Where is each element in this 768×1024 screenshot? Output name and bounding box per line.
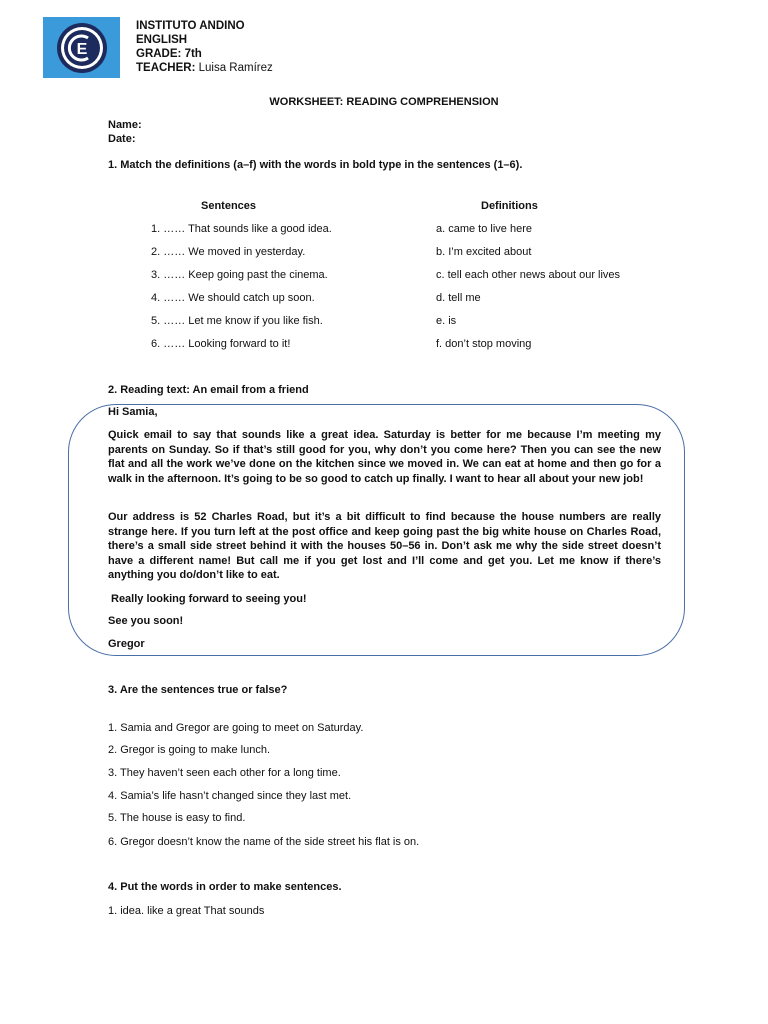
- section4-heading: 4. Put the words in order to make sentences.: [108, 881, 342, 893]
- sentence-item: 4. …… We should catch up soon.: [151, 292, 315, 304]
- section2-heading: 2. Reading text: An email from a friend: [108, 384, 309, 396]
- date-field-label: Date:: [108, 133, 136, 145]
- email-closing-1: Really looking forward to seeing you!: [111, 593, 307, 605]
- sentence-item: 5. …… Let me know if you like fish.: [151, 315, 323, 327]
- true-false-item: 5. The house is easy to find.: [108, 812, 246, 824]
- worksheet-title: WORKSHEET: READING COMPREHENSION: [269, 96, 499, 108]
- true-false-item: 3. They haven’t seen each other for a long time.: [108, 767, 341, 779]
- grade-value: 7th: [184, 48, 202, 60]
- school-crest-icon: [55, 21, 109, 75]
- definitions-column-header: Definitions: [481, 200, 538, 212]
- grade-line: [136, 47, 273, 61]
- teacher-value: Luisa Ramírez: [198, 62, 273, 74]
- teacher-line: [136, 61, 273, 75]
- word-order-item: 1. idea. like a great That sounds: [108, 905, 265, 917]
- sentence-item: 3. …… Keep going past the cinema.: [151, 269, 328, 281]
- true-false-item: 4. Samia’s life hasn’t changed since they last met.: [108, 790, 352, 802]
- email-greeting: Hi Samia,: [108, 406, 158, 418]
- grade-label: GRADE:: [136, 48, 182, 60]
- school-logo: [43, 17, 120, 78]
- logo-letter: E: [76, 40, 87, 58]
- definition-item: c. tell each other news about our lives: [436, 269, 621, 281]
- definition-item: f. don’t stop moving: [436, 338, 532, 350]
- definition-item: a. came to live here: [436, 223, 532, 235]
- section1-instruction: 1. Match the definitions (a–f) with the words in bold type in the sentences (1–6).: [108, 159, 523, 171]
- subject: ENGLISH: [136, 34, 188, 46]
- sentence-item: 1. …… That sounds like a good idea.: [151, 223, 332, 235]
- name-field-label: Name:: [108, 119, 142, 131]
- sentence-item: 2. …… We moved in yesterday.: [151, 246, 306, 258]
- email-signature: Gregor: [108, 638, 145, 650]
- email-paragraph-1: Quick email to say that sounds like a great idea. Saturday is better for me because I’m meeting my parents on Sunday. So if that’s still good for you, why don’t you come here? Then you can see the new flat and all the work we’ve done on the kitchen since we moved in. We can eat at home and then go for a walk in the afternoon. It’s going to be so good to catch up finally. I want to hear all about your new job!: [108, 429, 661, 485]
- school-header: [136, 19, 273, 75]
- true-false-item: 1. Samia and Gregor are going to meet on Saturday.: [108, 722, 364, 734]
- definition-item: d. tell me: [436, 292, 481, 304]
- true-false-item: 2. Gregor is going to make lunch.: [108, 744, 271, 756]
- definition-item: e. is: [436, 315, 457, 327]
- email-closing-2: See you soon!: [108, 615, 184, 627]
- definition-item: b. I’m excited about: [436, 246, 532, 258]
- school-name: INSTITUTO ANDINO: [136, 20, 245, 32]
- email-paragraph-2: Our address is 52 Charles Road, but it’s a bit difficult to find because the house numbers are really strange here. If you turn left at the post office and keep going past the big white house on Charles Road, there’s a small side street behind it with the houses 50–56 in. Don’t ask me why the side street doesn’t have a different name! But call me if you get lost and I’ll come and get you. Let me know if there’s anything you do/don’t like to eat.: [108, 511, 661, 582]
- section3-heading: 3. Are the sentences true or false?: [108, 684, 288, 696]
- sentences-column-header: Sentences: [201, 200, 257, 212]
- sentence-item: 6. …… Looking forward to it!: [151, 338, 291, 350]
- true-false-item: 6. Gregor doesn’t know the name of the side street his flat is on.: [108, 836, 420, 848]
- teacher-label: TEACHER:: [136, 62, 196, 74]
